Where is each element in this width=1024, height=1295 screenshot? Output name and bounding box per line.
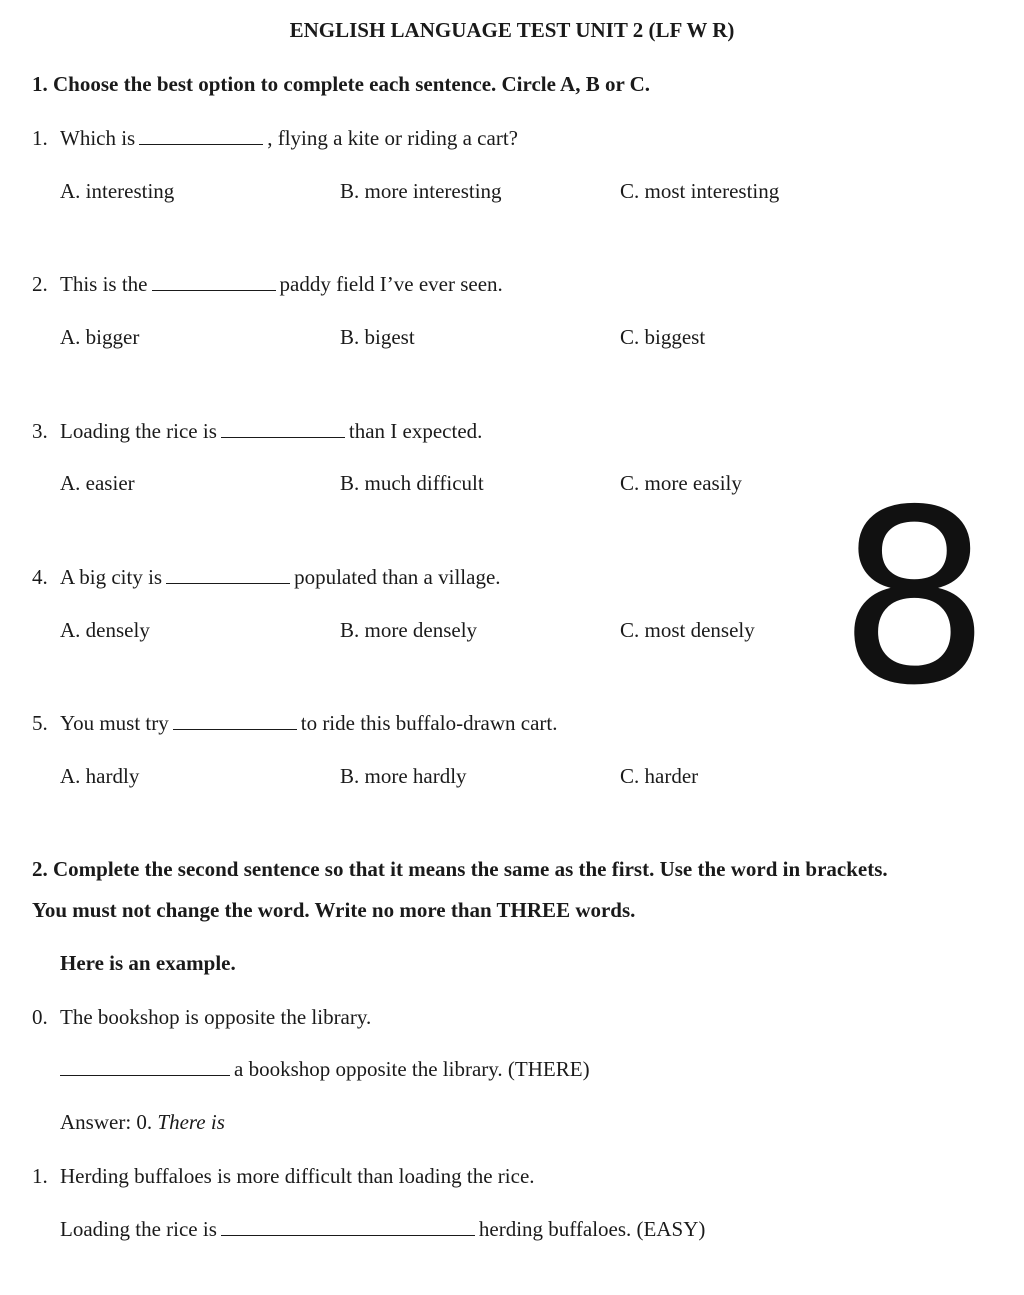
option-a[interactable]: A. easier [60, 471, 135, 495]
option-c[interactable]: C. harder [620, 764, 699, 788]
part2-question-1 [32, 1164, 535, 1189]
question-text-after: paddy field I’ve ever seen. [279, 272, 503, 296]
part2-rewrite-line [60, 1217, 705, 1242]
option-c[interactable]: C. more easily [620, 471, 742, 495]
example-sentence-line [32, 1005, 371, 1030]
option-b[interactable]: B. bigest [340, 325, 415, 349]
question-number: 5. [32, 711, 48, 735]
example-sentence: The bookshop is opposite the library. [60, 1005, 372, 1029]
question-text-before: You must try [60, 711, 169, 735]
question-2 [32, 272, 503, 297]
question-text-before: Which is [60, 126, 136, 150]
answer-value: There is [157, 1110, 225, 1134]
option-b[interactable]: B. more interesting [340, 179, 502, 203]
answer-blank[interactable] [139, 130, 263, 145]
rewrite-text-after: herding buffaloes. (EASY) [478, 1217, 706, 1241]
option-a[interactable]: A. bigger [60, 325, 140, 349]
question-number: 2. [32, 272, 48, 296]
question-number: 1. [32, 126, 48, 150]
question-3 [32, 419, 482, 444]
option-a[interactable]: A. hardly [60, 764, 140, 788]
answer-blank[interactable] [221, 423, 345, 438]
question-text-after: populated than a village. [294, 565, 501, 589]
option-b[interactable]: B. more densely [340, 618, 478, 642]
option-a[interactable]: A. densely [60, 618, 150, 642]
example-label: Here is an example. [60, 951, 236, 975]
question-text-after: than I expected. [348, 419, 483, 443]
answer-prefix: Answer: 0. [60, 1110, 153, 1134]
part2-heading-line1: 2. Complete the second sentence so that it means the same as the first. Use the word in brackets. [32, 857, 888, 881]
rewrite-text-before: Loading the rice is [60, 1217, 217, 1241]
option-c[interactable]: C. most interesting [620, 179, 780, 203]
question-text-before: Loading the rice is [60, 419, 217, 443]
option-a[interactable]: A. interesting [60, 179, 175, 203]
example-blank [60, 1061, 230, 1076]
part2-question-sentence: Herding buffaloes is more difficult than loading the rice. [60, 1164, 535, 1188]
question-number: 3. [32, 419, 48, 443]
question-5 [32, 711, 558, 736]
part1-heading: 1. Choose the best option to complete each sentence. Circle A, B or C. [32, 72, 651, 96]
question-number: 4. [32, 565, 48, 589]
question-text-after: to ride this buffalo-drawn cart. [300, 711, 558, 735]
question-text-after: , flying a kite or riding a cart? [267, 126, 518, 150]
page-title: ENGLISH LANGUAGE TEST UNIT 2 (LF W R) [289, 18, 735, 42]
example-rewrite: a bookshop opposite the library. (THERE) [234, 1057, 590, 1081]
example-answer [60, 1110, 225, 1135]
option-c[interactable]: C. biggest [620, 325, 706, 349]
question-number: 0. [32, 1005, 48, 1029]
answer-blank[interactable] [152, 276, 276, 291]
option-c[interactable]: C. most densely [620, 618, 755, 642]
part2-heading-line2: You must not change the word. Write no more than THREE words. [32, 898, 636, 922]
rewrite-blank[interactable] [221, 1221, 475, 1236]
answer-blank[interactable] [166, 569, 290, 584]
question-4 [32, 565, 501, 590]
option-b[interactable]: B. more hardly [340, 764, 467, 788]
question-number: 1. [32, 1164, 48, 1188]
answer-blank[interactable] [173, 715, 297, 730]
option-b[interactable]: B. much difficult [340, 471, 484, 495]
question-1 [32, 126, 518, 151]
question-text-before: A big city is [60, 565, 163, 589]
example-rewrite-line [60, 1057, 590, 1082]
question-text-before: This is the [60, 272, 148, 296]
score-mark: 8 [838, 458, 991, 738]
